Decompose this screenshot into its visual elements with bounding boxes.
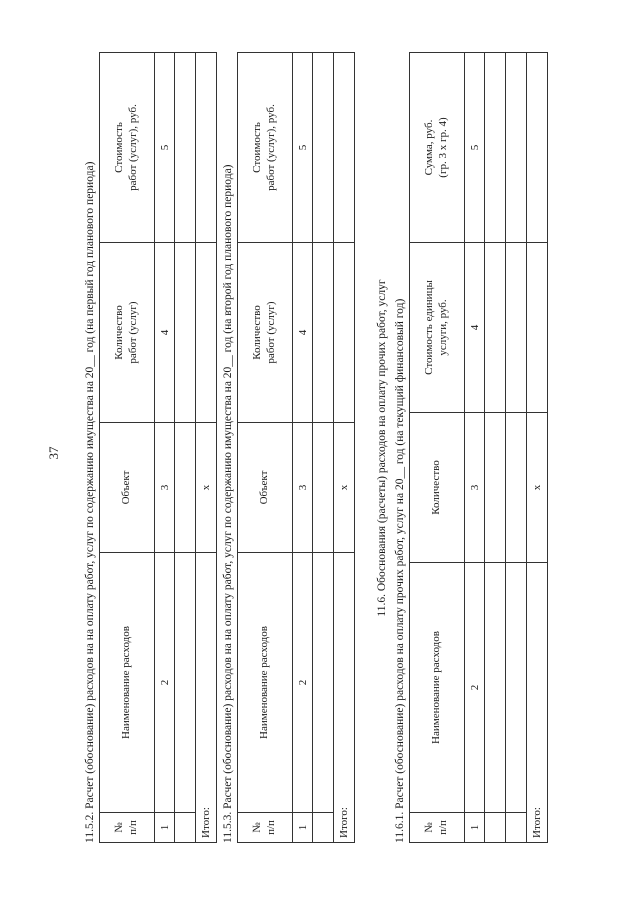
table-cell <box>175 552 196 812</box>
total-row <box>527 52 548 842</box>
table-caption: 11.6.1. Расчет (обоснование) расходов на оплату прочих работ, услуг на 20__ год (на текущий финансовый год) <box>394 298 406 843</box>
col-header-quantity: Количество работ (услуг) <box>100 242 155 422</box>
col-header-expense-name: Наименование расходов <box>100 552 155 812</box>
table-cell <box>175 52 196 242</box>
table-cell <box>313 552 334 812</box>
section-heading: 11.6. Обоснования (расчеты) расходов на оплату прочих работ, услуг <box>376 278 388 617</box>
table-row <box>506 52 527 842</box>
total-label: Итого: <box>196 552 217 842</box>
column-number: 5 <box>465 52 485 242</box>
column-number: 3 <box>465 412 485 562</box>
expense-table-11-5-3 <box>237 52 355 843</box>
section-11-6 <box>376 53 548 843</box>
col-header-sum: Сумма, руб. (гр. 3 х гр. 4) <box>410 52 465 242</box>
table-cell <box>506 812 527 842</box>
table-caption: 11.5.2. Расчет (обоснование) расходов на на оплату работ, услуг по содержанию имущества на 20__ год (на первый год планового периода) <box>84 161 96 843</box>
table-cell <box>313 422 334 552</box>
expense-table-11-6-1 <box>409 52 548 843</box>
total-row <box>334 52 355 842</box>
table-caption: 11.5.3. Расчет (обоснование) расходов на на оплату работ, услуг по содержанию имущества на 20__ год (на второй год планового периода) <box>222 163 234 843</box>
page-number: 37 <box>46 446 61 459</box>
column-number: 1 <box>155 812 175 842</box>
total-label: Итого: <box>527 562 548 842</box>
total-label: Итого: <box>334 552 355 842</box>
table-cell <box>527 242 548 412</box>
column-number: 1 <box>293 812 313 842</box>
table-cell <box>175 242 196 422</box>
col-header-number: № п/п <box>100 812 155 842</box>
column-number: 4 <box>155 242 175 422</box>
table-cell <box>485 242 506 412</box>
table-row <box>485 52 506 842</box>
rotated-document-page <box>40 23 600 883</box>
section-11-5-2 <box>84 53 217 843</box>
column-number: 4 <box>293 242 313 422</box>
total-mark: х <box>196 422 217 552</box>
column-number: 1 <box>465 812 485 842</box>
table-cell <box>196 242 217 422</box>
table-cell <box>527 52 548 242</box>
column-number-row <box>155 52 175 842</box>
column-number: 3 <box>155 422 175 552</box>
column-number: 3 <box>293 422 313 552</box>
table-cell <box>313 812 334 842</box>
table-cell <box>334 52 355 242</box>
table-cell <box>506 412 527 562</box>
column-number-row <box>465 52 485 842</box>
table-cell <box>175 422 196 552</box>
column-number-row <box>293 52 313 842</box>
table-cell <box>485 52 506 242</box>
column-number: 5 <box>293 52 313 242</box>
table-cell <box>506 242 527 412</box>
col-header-number: № п/п <box>410 812 465 842</box>
table-cell <box>506 562 527 812</box>
column-number: 2 <box>293 552 313 812</box>
column-number: 2 <box>465 562 485 812</box>
col-header-expense-name: Наименование расходов <box>238 552 293 812</box>
col-header-object: Объект <box>238 422 293 552</box>
table-row <box>175 52 196 842</box>
col-header-cost: Стоимость работ (услуг), руб. <box>238 52 293 242</box>
total-mark: х <box>527 412 548 562</box>
column-number: 5 <box>155 52 175 242</box>
col-header-quantity: Количество работ (услуг) <box>238 242 293 422</box>
col-header-cost: Стоимость работ (услуг), руб. <box>100 52 155 242</box>
col-header-expense-name: Наименование расходов <box>410 562 465 812</box>
header-row <box>238 52 293 842</box>
section-11-5-3 <box>222 53 355 843</box>
col-header-object: Объект <box>100 422 155 552</box>
col-header-number: № п/п <box>238 812 293 842</box>
table-cell <box>506 52 527 242</box>
table-cell <box>485 562 506 812</box>
col-header-unit-cost: Стоимость единицы услуги, руб. <box>410 242 465 412</box>
expense-table-11-5-2 <box>99 52 217 843</box>
table-cell <box>485 412 506 562</box>
table-row <box>313 52 334 842</box>
total-mark: х <box>334 422 355 552</box>
table-cell <box>313 242 334 422</box>
header-row <box>100 52 155 842</box>
table-cell <box>334 242 355 422</box>
column-number: 2 <box>155 552 175 812</box>
table-cell <box>175 812 196 842</box>
column-number: 4 <box>465 242 485 412</box>
table-cell <box>196 52 217 242</box>
table-cell <box>313 52 334 242</box>
col-header-quantity: Количество <box>410 412 465 562</box>
total-row <box>196 52 217 842</box>
table-cell <box>485 812 506 842</box>
header-row <box>410 52 465 842</box>
